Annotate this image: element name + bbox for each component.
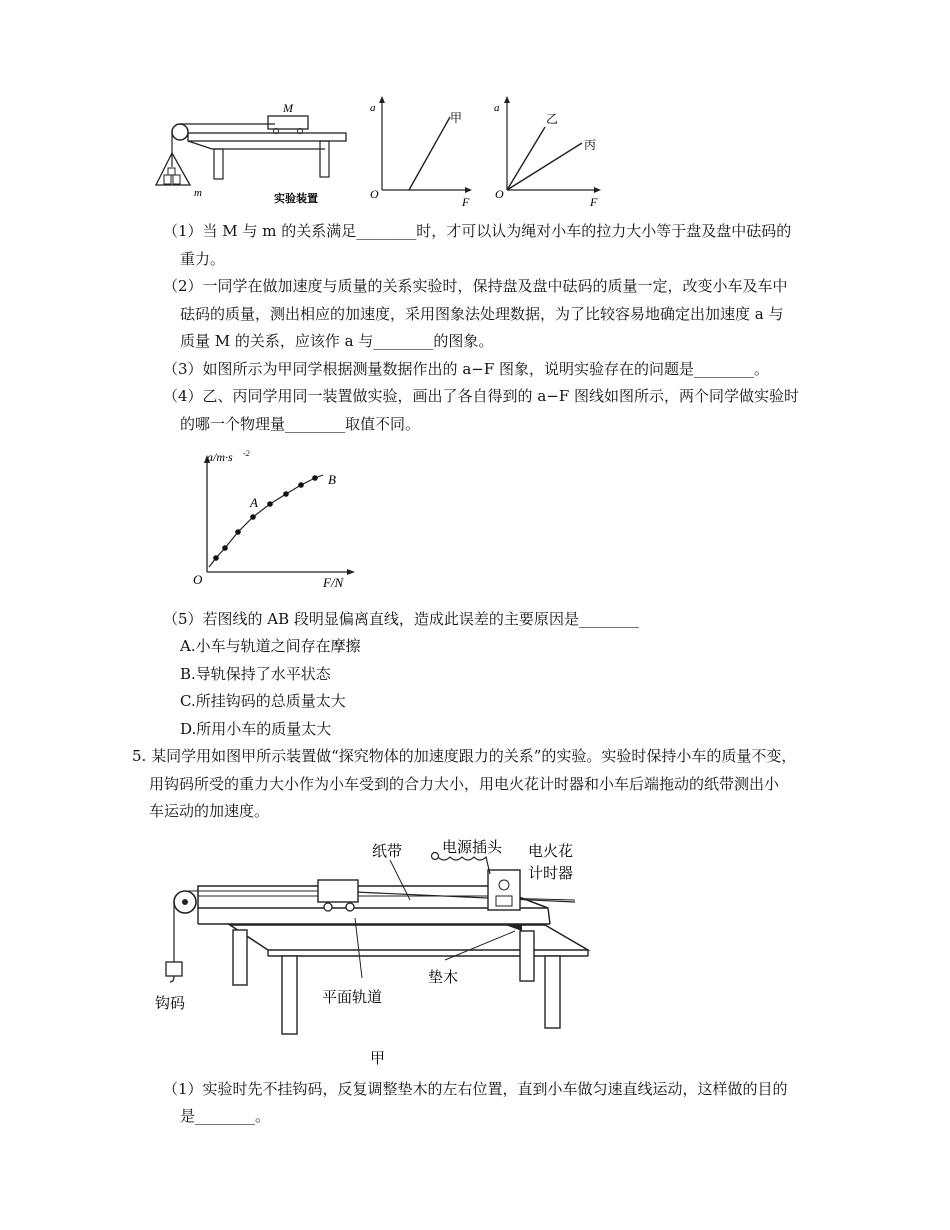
svg-text:O: O	[495, 187, 504, 201]
q4-sub2-line3: 质量 M 的关系，应该作 a 与________的图象。	[180, 332, 494, 350]
svg-text:电源插头: 电源插头	[442, 838, 503, 856]
q5-sub1-line2: 是________。	[180, 1107, 271, 1125]
svg-text:F: F	[462, 195, 470, 209]
svg-text:A: A	[250, 495, 258, 510]
mass-m-label: m	[194, 187, 202, 199]
svg-text:甲: 甲	[450, 111, 463, 125]
q5-stem-line1: 5. 某同学用如图甲所示装置做“探究物体的加速度跟力的关系”的实验。实验时保持小车的质量不变，	[132, 747, 797, 765]
q4-sub4-line1: （4）乙、丙同学用同一装置做实验，画出了各自得到的 a−F 图线如图所示，两个同学做实验时	[163, 387, 800, 405]
svg-text:F/N: F/N	[323, 575, 344, 590]
svg-text:a: a	[494, 102, 500, 114]
q5-sub1-line1: （1）实验时先不挂钩码，反复调整垫木的左右位置，直到小车做匀速直线运动，这样做的目的	[163, 1080, 788, 1098]
figure-apparatus-and-graphs	[150, 95, 620, 210]
graph-a-F-curve	[185, 447, 370, 592]
svg-text:钩码: 钩码	[155, 994, 186, 1012]
cart-icon	[268, 116, 308, 129]
svg-text:甲: 甲	[370, 1049, 386, 1067]
power-plug-icon	[432, 853, 439, 860]
figure-track-apparatus	[150, 830, 600, 1070]
svg-text:平面轨道: 平面轨道	[322, 988, 383, 1006]
svg-text:F: F	[590, 195, 598, 209]
q4-sub1-line2: 重力。	[180, 250, 226, 268]
q4-sub2-line2: 砝码的质量，测出相应的加速度，采用图象法处理数据，为了比较容易地确定出加速度 a 与	[180, 305, 784, 323]
q4-option-d: D.所用小车的质量太大	[180, 720, 332, 738]
graph-yi-bing	[494, 96, 601, 209]
graph-jia	[370, 96, 472, 209]
q5-stem-line2: 用钩码所受的重力大小作为小车受到的合力大小，用电火花计时器和小车后端拖动的纸带测出小	[149, 775, 780, 793]
mass-M-label: M	[283, 101, 293, 115]
hook-weight-icon	[166, 962, 182, 976]
svg-text:电火花: 电火花	[528, 842, 574, 860]
q5-stem-line3: 车运动的加速度。	[149, 802, 270, 820]
svg-text:a/m·s: a/m·s	[207, 450, 233, 464]
apparatus-caption: 实验装置	[274, 192, 318, 205]
svg-text:O: O	[193, 572, 203, 587]
svg-text:乙: 乙	[546, 112, 559, 126]
q4-sub4-line2: 的哪一个物理量________取值不同。	[180, 415, 421, 433]
q4-option-a: A.小车与轨道之间存在摩擦	[180, 637, 361, 655]
svg-text:-2: -2	[243, 449, 250, 458]
table-top	[188, 133, 346, 141]
svg-text:计时器: 计时器	[528, 864, 574, 882]
q4-sub2-line1: （2）一同学在做加速度与质量的关系实验时，保持盘及盘中砝码的质量一定，改变小车及车中	[163, 277, 788, 295]
svg-text:垫木: 垫木	[428, 968, 459, 986]
svg-text:丙: 丙	[584, 138, 597, 152]
svg-text:纸带: 纸带	[372, 842, 403, 860]
pulley-icon	[172, 124, 188, 140]
q4-option-c: C.所挂钩码的总质量太大	[180, 692, 346, 710]
q4-sub5-stem: （5）若图线的 AB 段明显偏离直线，造成此误差的主要原因是________	[163, 610, 639, 628]
q4-sub1-line1: （1）当 M 与 m 的关系满足________时，才可以认为绳对小车的拉力大小等于盘及盘中砝码的	[163, 222, 792, 240]
cart-icon	[318, 880, 358, 902]
svg-text:B: B	[328, 472, 336, 487]
svg-text:O: O	[370, 187, 379, 201]
q4-sub3-line1: （3）如图所示为甲同学根据测量数据作出的 a−F 图象，说明实验存在的问题是________。	[163, 360, 770, 378]
q4-option-b: B.导轨保持了水平状态	[180, 665, 331, 683]
svg-text:a: a	[370, 102, 376, 114]
